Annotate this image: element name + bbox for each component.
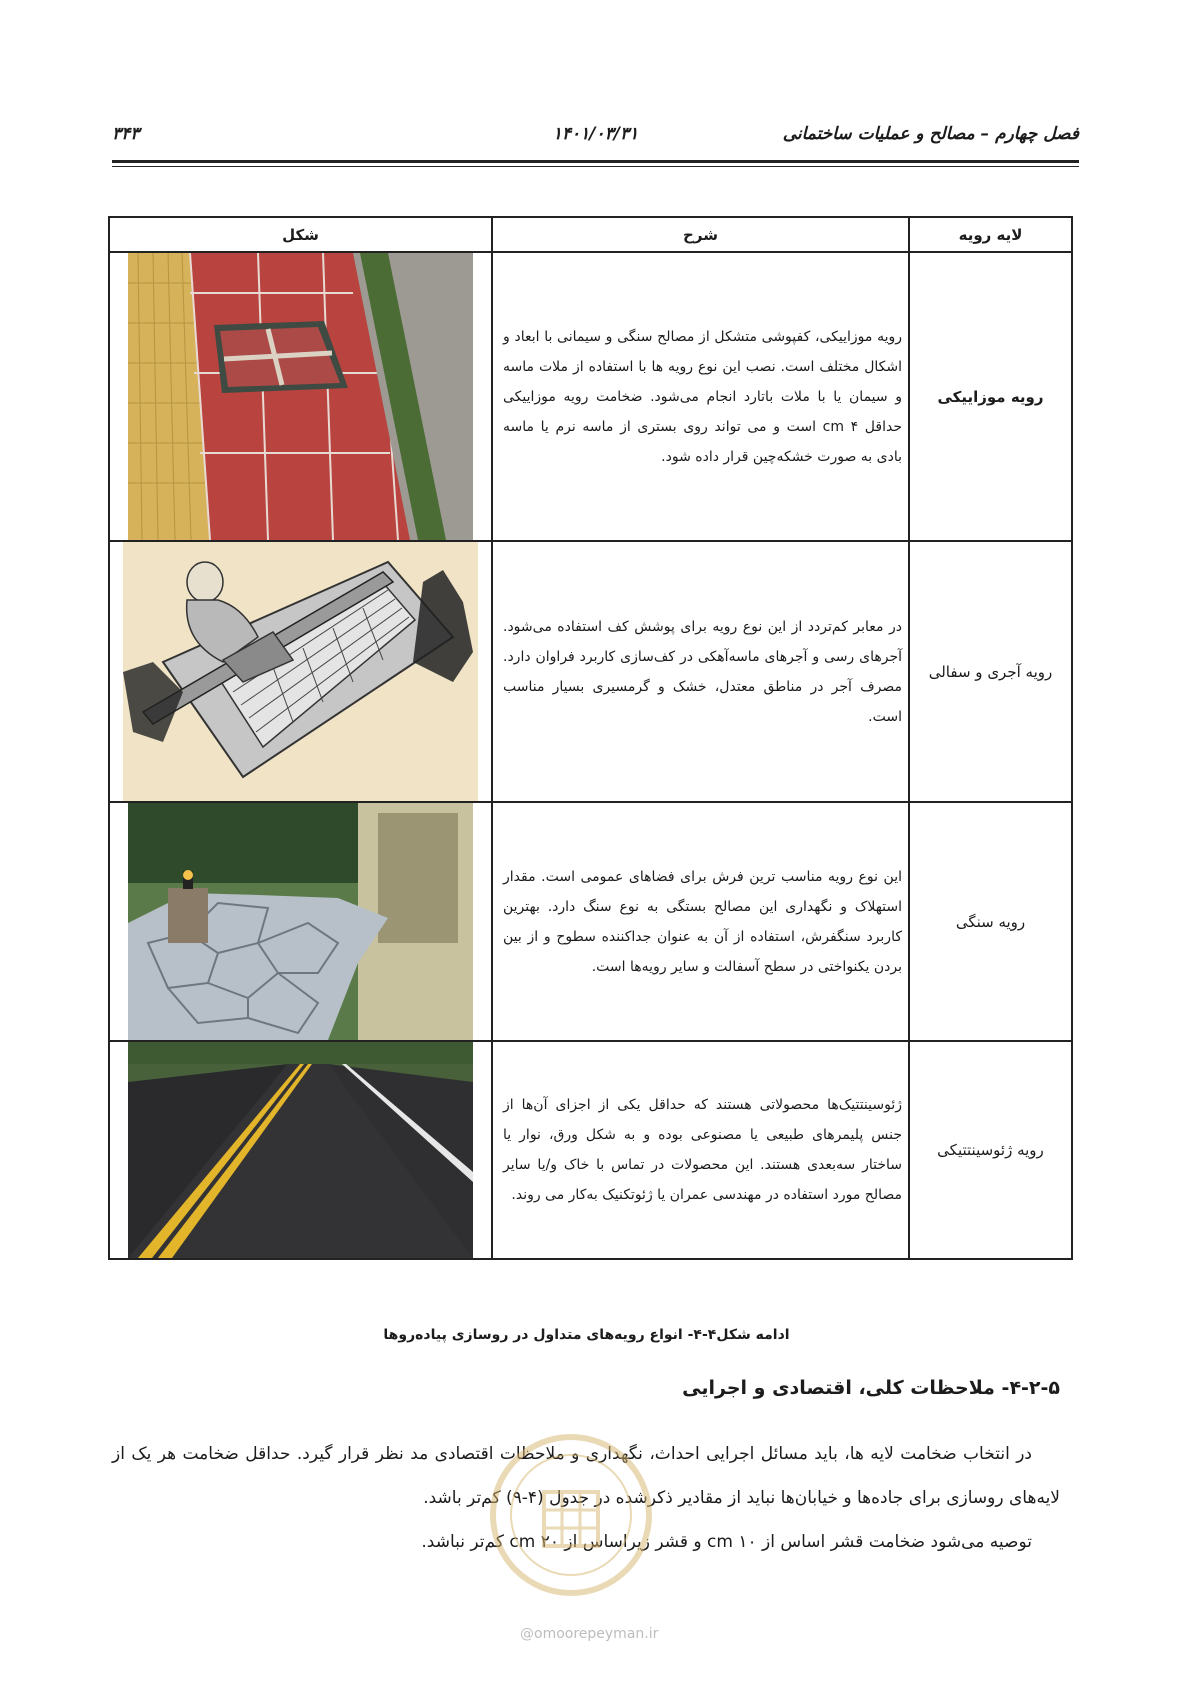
header-date: ۱۴۰۱/۰۳/۳۱ [552, 124, 639, 144]
layer-name: رویه ژئوسینتتیکی [909, 1041, 1072, 1259]
table-row [109, 1041, 1072, 1259]
section-title: ۴-۲-۵- ملاحظات کلی، اقتصادی و اجرایی [682, 1377, 1060, 1399]
page-header [112, 124, 1079, 152]
figure-caption: ادامه شکل۴-۴- انواع رویه‌های متداول در روسازی پیاده‌روها [383, 1327, 790, 1343]
asphalt-road-photo [128, 1042, 473, 1258]
watermark-url: @omoorepeyman.ir [520, 1626, 659, 1642]
description-cell [492, 252, 909, 541]
figure-cell [109, 252, 492, 541]
description-text: این نوع رویه مناسب ترین فرش برای فضاهای عمومی است. مقدار استهلاک و نگهداری این مصالح بستگی به نوع سنگ دارد. بهترین کاربرد سنگفرش، استفاده از آن به عنوان جداکننده سطوح و از بین بردن یکنواختی در سطح آسفالت و سایر رویه‌ها است. [503, 868, 902, 975]
header-rule-thin [112, 166, 1079, 167]
header-rule-thick [112, 160, 1079, 163]
paragraph: توصیه می‌شود ضخامت قشر اساس از ۱۰ cm و قشر زیراساس از ۲۰ cm کم‌تر نباشد. [421, 1532, 1032, 1552]
description-text: در معابر کم‌تردد از این نوع رویه برای پوشش کف استفاده می‌شود. آجرهای رسی و آجرهای ماسه‌آهکی در کف‌سازی کاربرد فراوان دارد. مصرف آجر در مناطق معتدل، خشک و گرمسیری بسیار مناسب است. [503, 618, 902, 725]
description-cell [492, 1041, 909, 1259]
chapter-title: فصل چهارم – مصالح و عملیات ساختمانی [782, 124, 1079, 144]
layer-name: رویه سنگی [909, 802, 1072, 1041]
col-header-layer: لایه رویه [909, 217, 1072, 252]
figure-cell [109, 541, 492, 802]
layer-name: رویه موزاییکی [909, 252, 1072, 541]
flagstone-path-photo [128, 803, 473, 1040]
page-number: ۳۴۳ [112, 124, 140, 144]
mosaic-sidewalk-photo [128, 253, 473, 540]
description-cell [492, 541, 909, 802]
figure-cell [109, 1041, 492, 1259]
table-header-row [109, 217, 1072, 252]
watermark-seal [486, 1430, 656, 1600]
description-cell [492, 802, 909, 1041]
figure-cell [109, 802, 492, 1041]
description-text: رویه موزاییکی، کفپوشی متشکل از مصالح سنگی و سیمانی با ابعاد و اشکال مختلف است. نصب این نوع رویه ها با استفاده از ملات ماسه و سیمان یا با ملات باتارد انجام می‌شود. ضخامت رویه موزاییکی حداقل ۴ cm است و می تواند روی بستری از ماسه نرم یا ماسه بادی به صورت خشکه‌چین قرار داده شود. [503, 328, 902, 465]
layer-name: رویه آجری و سفالی [909, 541, 1072, 802]
table-row [109, 541, 1072, 802]
table-row [109, 252, 1072, 541]
description-text: ژئوسینتتیک‌ها محصولاتی هستند که حداقل یکی از اجزای آن‌ها از جنس پلیمرهای طبیعی یا مصنوعی بوده و به شکل ورق، نوار یا ساختار سه‌بعدی هستند. این محصولات در تماس با خاک و/یا سایر مصالح مورد استفاده در مهندسی عمران یا ژئوتکنیک به‌کار می روند. [503, 1097, 902, 1203]
pavement-types-table [108, 216, 1073, 1260]
col-header-figure: شکل [109, 217, 492, 252]
brick-laying-illustration [123, 542, 478, 801]
col-header-description: شرح [492, 217, 909, 252]
paragraph: در انتخاب ضخامت لایه ها، باید مسائل اجرایی احداث، نگهداری و ملاحظات اقتصادی مد نظر قرار گیرد. حداقل ضخامت هر یک از لایه‌های روسازی برای جاده‌ها و خیابان‌ها نباید از مقادیر ذکرشده در جدول (۴-۹) کم‌تر باشد. [112, 1444, 1060, 1508]
table-row [109, 802, 1072, 1041]
